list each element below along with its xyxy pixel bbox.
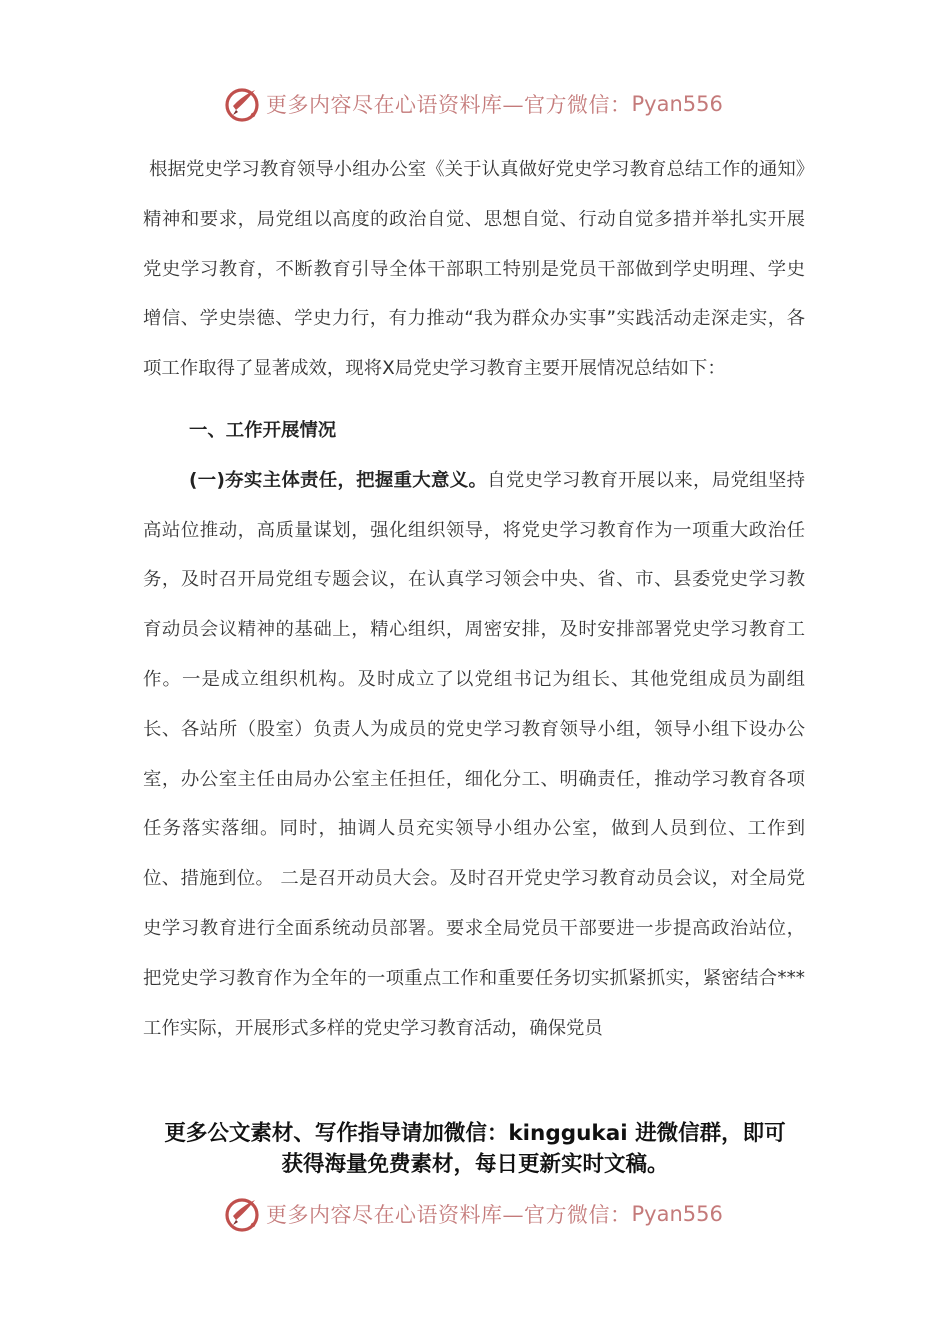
paragraph-gap (143, 394, 805, 406)
banner-text: 更多内容尽在心语资料库—官方微信： (266, 93, 632, 117)
bottom-watermark-banner (0, 1189, 950, 1239)
document-body (143, 145, 805, 1053)
subsection-body: 自党史学习教育开展以来，局党组坚持高站位推动，高质量谋划，强化组织领导，将党史学习教育作为一项重大政治任务，及时召开局党组专题会议，在认真学习领会中央、省、市、县委党史学习教育动员会议精神的基础上，精心组织，周密安排，及时安排部署党史学习教育工作。一是成立组织机构。及时成立了以党组书记为组长、其他党组成员为副组长、各站所（股室）负责人为成员的党史学习教育领导小组，领导小组下设办公室，办公室主任由局办公室主任担任，细化分工、明确责任，推动学习教育各项任务落实落细。同时，抽调人员充实领导小组办公室，做到人员到位、工作到位、措施到位。 二是召开动员大会。及时召开党史学习教育动员会议，对全局党史学习教育进行全面系统动员部署。要求全局党员干部要进一步提高政治站位，把党史学习教育作为全年的一项重点工作和重要任务切实抓紧抓实，紧密结合***工作实际，开展形式多样的党史学习教育活动，确保党员 (143, 469, 805, 1039)
bottom-banner-inner (224, 1189, 723, 1239)
banner-wechat-id: Pyan556 (631, 1202, 723, 1226)
subsection-paragraph (143, 456, 805, 1054)
banner-wechat-id: Pyan556 (631, 92, 723, 116)
banner-text: 更多内容尽在心语资料库—官方微信： (266, 1203, 632, 1227)
subsection-lead: (一)夯实主体责任，把握重大意义。 (189, 469, 488, 491)
top-banner-inner (224, 79, 723, 129)
top-watermark-banner (0, 79, 950, 129)
brush-pen-logo-icon (224, 85, 262, 123)
intro-paragraph: 根据党史学习教育领导小组办公室《关于认真做好党史学习教育总结工作的通知》精神和要求，局党组以高度的政治自觉、思想自觉、行动自觉多措并举扎实开展党史学习教育，不断教育引导全体干部职工特别是党员干部做到学史明理、学史增信、学史崇德、学史力行，有力推动“我为群众办实事”实践活动走深走实，各项工作取得了显著成效，现将Ⅹ局党史学习教育主要开展情况总结如下： (143, 159, 805, 380)
brush-pen-logo-icon (224, 1195, 262, 1233)
promo-line-1: 更多公文素材、写作指导请加微信：kinggukai 进微信群，即可 (164, 1121, 786, 1146)
promo-text (120, 1118, 830, 1180)
section-heading: 一、工作开展情况 (189, 419, 337, 441)
promo-line-2: 获得海量免费素材，每日更新实时文稿。 (281, 1152, 669, 1177)
